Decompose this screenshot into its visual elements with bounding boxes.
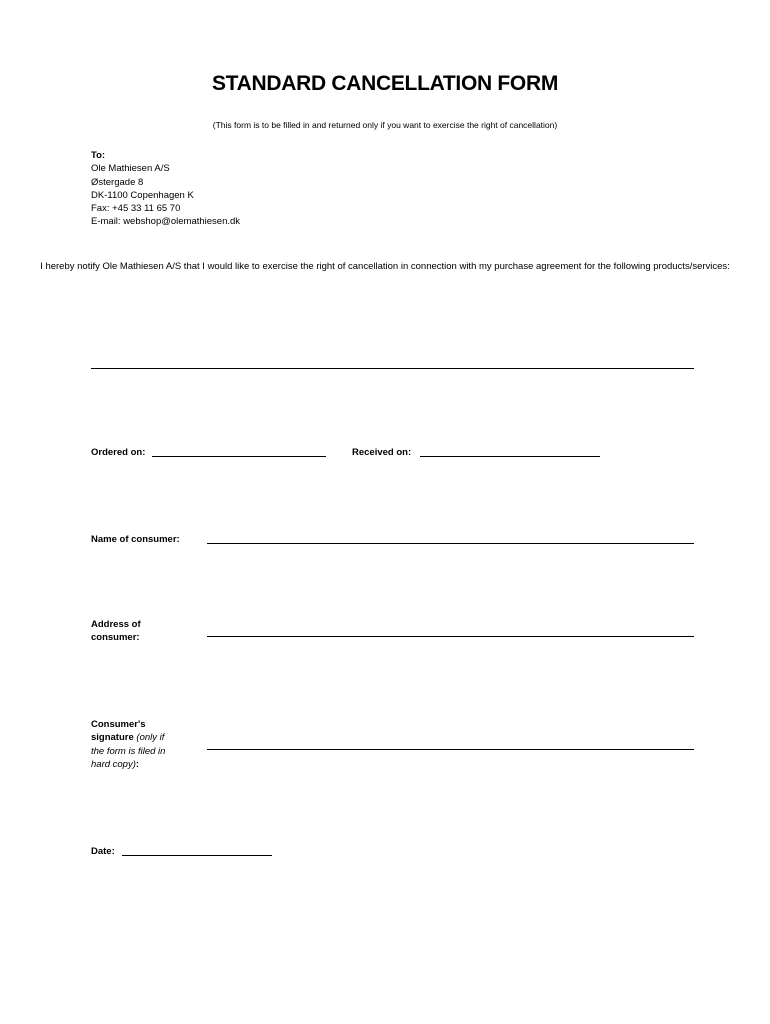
date-label: Date:: [91, 846, 115, 857]
ordered-on-line[interactable]: [152, 456, 326, 457]
recipient-city: DK-1100 Copenhagen K: [91, 189, 194, 201]
received-on-label: Received on:: [352, 447, 412, 458]
consumer-address-label: Address of consumer:: [91, 619, 141, 644]
date-line[interactable]: [122, 855, 272, 856]
recipient-address: [91, 149, 240, 229]
recipient-fax: Fax: +45 33 11 65 70: [91, 203, 181, 215]
ordered-on-label: Ordered on:: [91, 447, 146, 458]
consumer-address-line[interactable]: [207, 636, 694, 637]
to-label: To:: [91, 150, 106, 161]
form-subtitle: (This form is to be filled in and returned only if you want to exercise the right of cancellation): [212, 120, 558, 130]
received-on-line[interactable]: [420, 456, 600, 457]
form-title: STANDARD CANCELLATION FORM: [211, 72, 559, 95]
recipient-company: Ole Mathiesen A/S: [91, 163, 170, 175]
recipient-email: E-mail: webshop@olemathiesen.dk: [91, 216, 241, 228]
recipient-street: Østergade 8: [91, 176, 144, 188]
products-services-line[interactable]: [91, 368, 694, 369]
cancellation-notice: I hereby notify Ole Mathiesen A/S that I would like to exercise the right of cancellation in connection with my purchase agreement for the following products/services:: [40, 261, 730, 272]
consumer-name-label: Name of consumer:: [91, 534, 180, 545]
consumer-name-line[interactable]: [207, 543, 694, 544]
consumer-signature-line[interactable]: [207, 749, 694, 750]
consumer-signature-label: Consumer's signature (only if the form is filed in hard copy):: [91, 719, 166, 770]
